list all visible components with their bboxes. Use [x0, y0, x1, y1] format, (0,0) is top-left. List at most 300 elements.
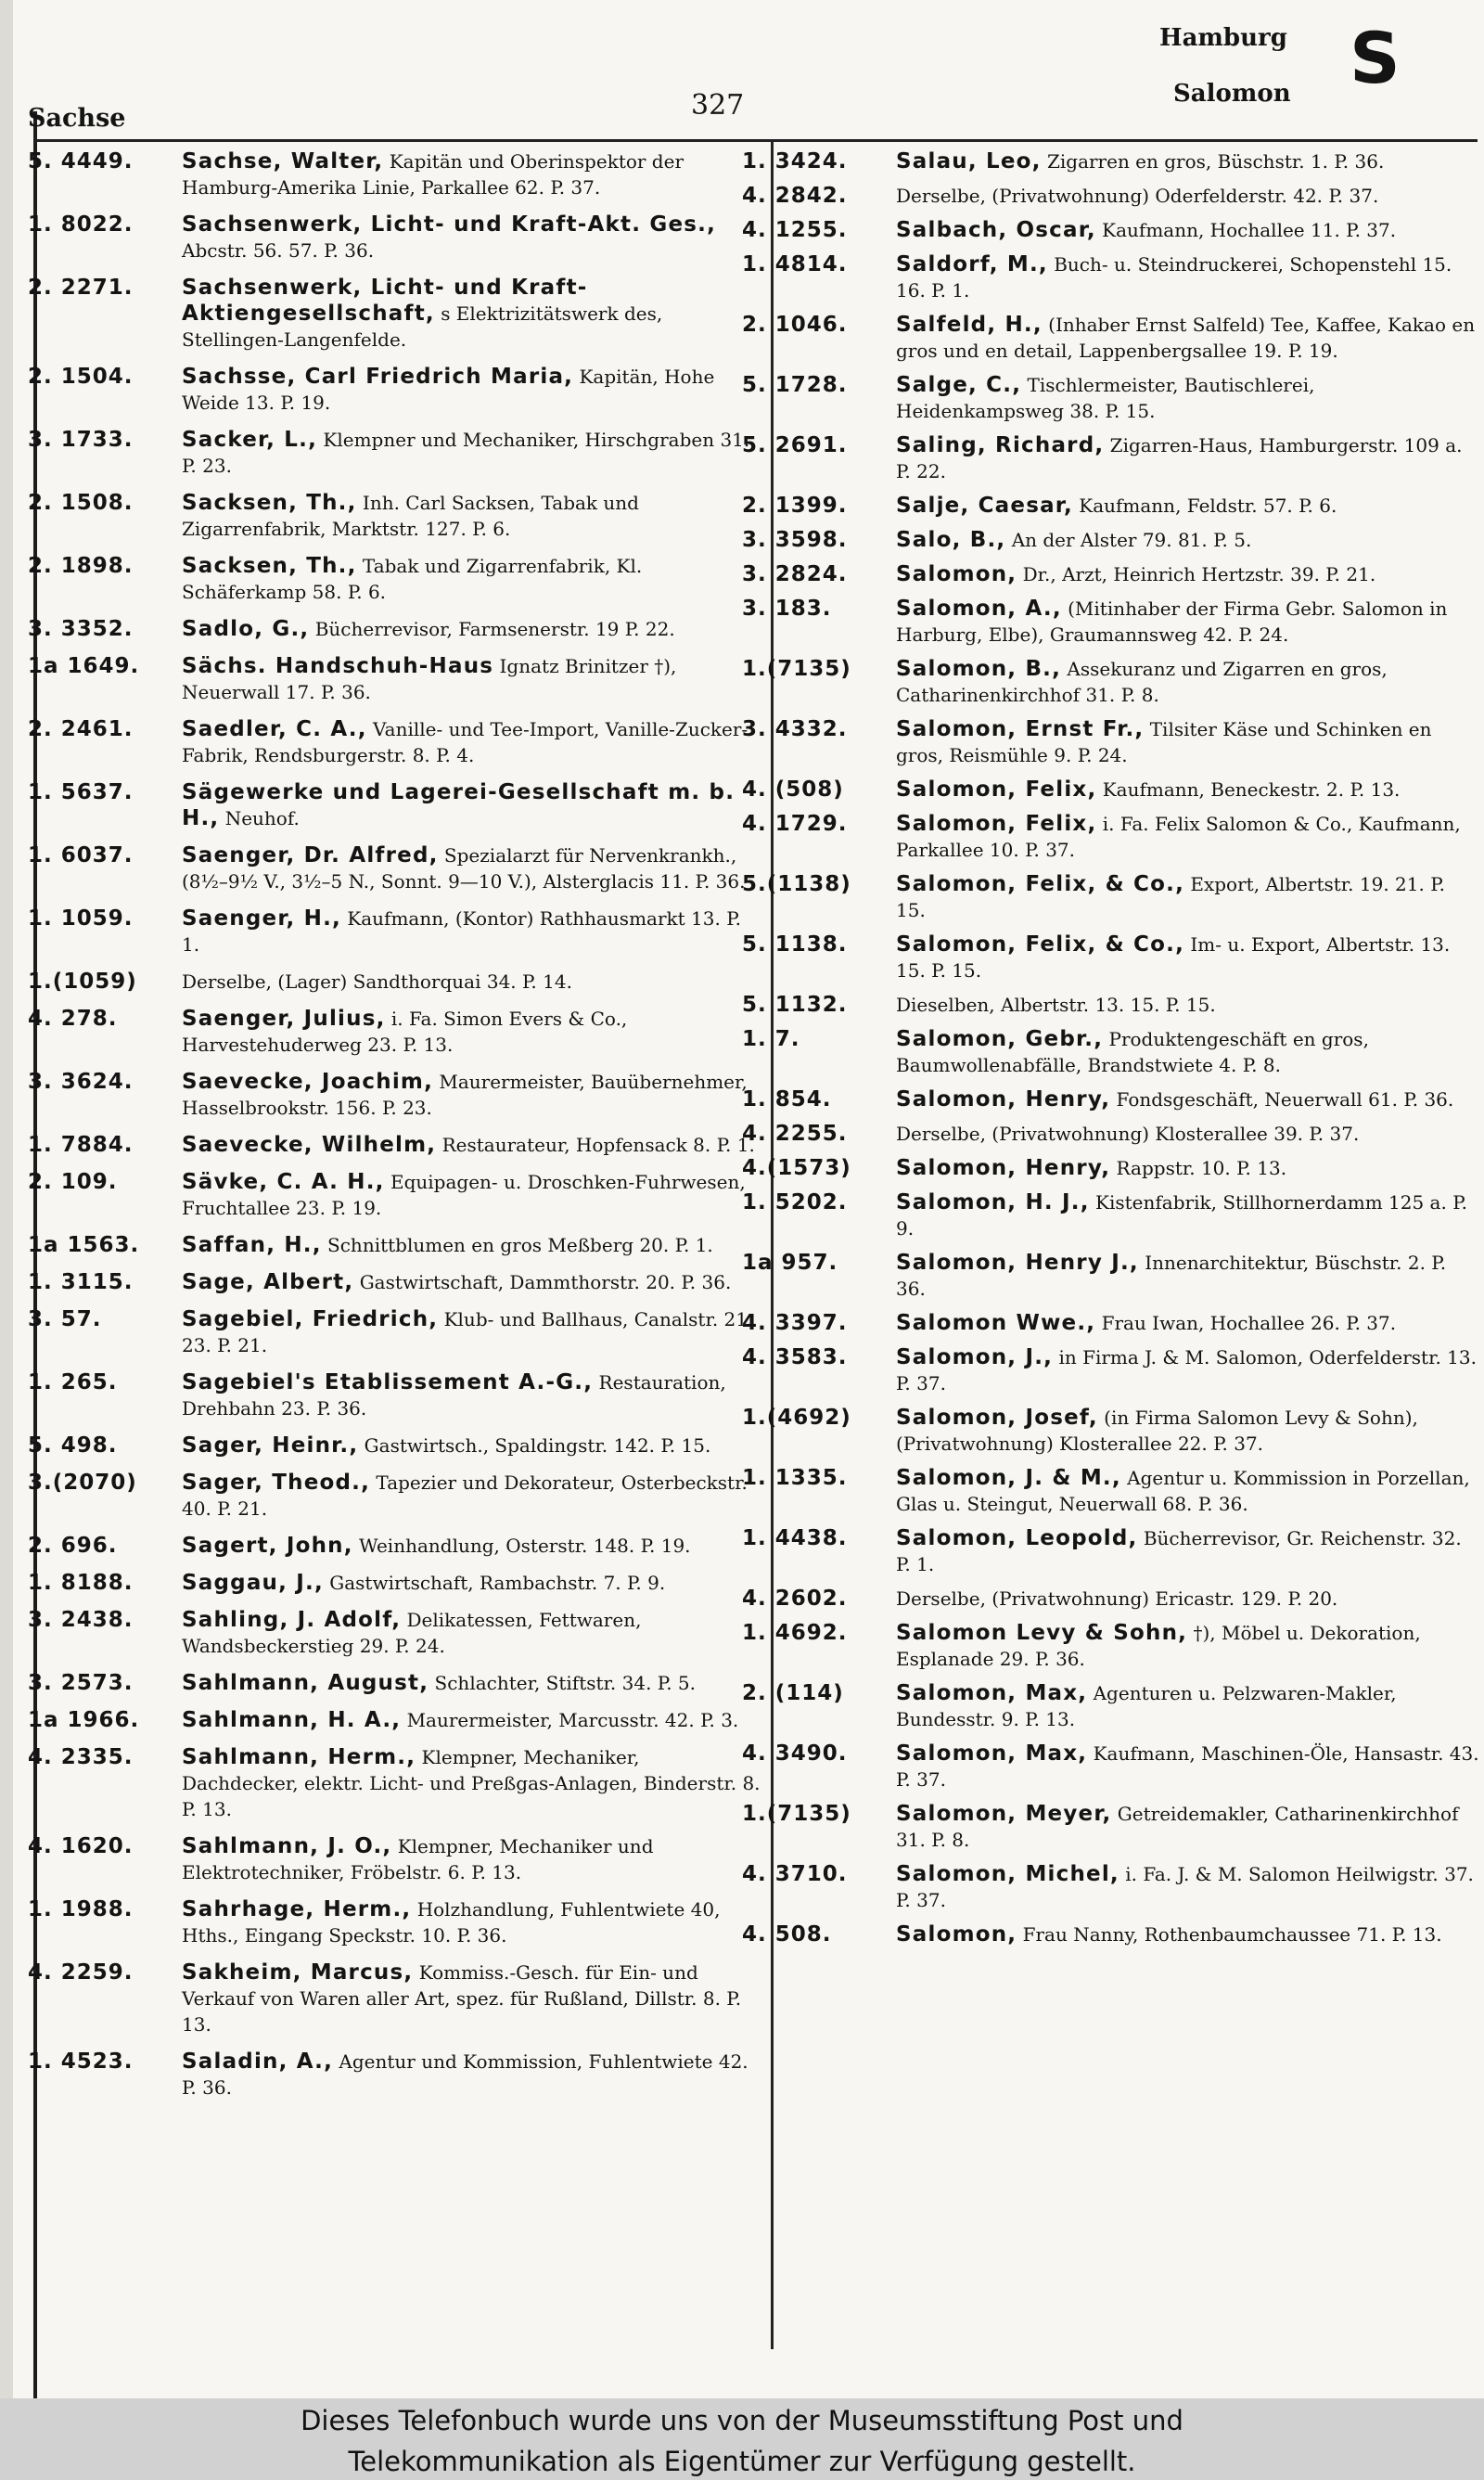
subscriber-name: Sahrhage, Herm.,: [182, 1897, 412, 1921]
subscriber-name: Sagebiel's Etablissement A.-G.,: [182, 1370, 594, 1394]
subscriber-details: Zigarren en gros, Büschstr. 1. P. 36.: [1046, 150, 1385, 173]
directory-entry: [742, 1250, 1479, 1302]
directory-entry: [28, 553, 761, 605]
subscriber-details: Fondsgeschäft, Neuerwall 61. P. 36.: [1116, 1088, 1454, 1111]
directory-entry: [742, 1121, 1479, 1147]
directory-entry: [742, 596, 1479, 648]
directory-entry: [28, 1670, 761, 1696]
subscriber-name: Salomon, Leopold,: [896, 1526, 1138, 1550]
directory-entry: [742, 871, 1479, 923]
directory-entry: [28, 653, 761, 705]
subscriber-name: Saladin, A.,: [182, 2050, 334, 2074]
entry-body: [896, 932, 1479, 983]
entry-body: [182, 1744, 761, 1822]
entry-body: [896, 527, 1479, 553]
phone-number: 1. 1335.: [742, 1466, 848, 1490]
directory-entry: [742, 1026, 1479, 1078]
directory-entry: [28, 1306, 761, 1358]
subscriber-details: Maurermeister, Marcusstr. 42. P. 3.: [406, 1709, 739, 1731]
subscriber-name: Salje, Caesar,: [896, 494, 1073, 518]
subscriber-name: Sakheim, Marcus,: [182, 1960, 414, 1985]
subscriber-name: Salomon, Meyer,: [896, 1802, 1112, 1826]
subscriber-details: Derselbe, (Lager) Sandthorquai 34. P. 14.: [182, 970, 572, 993]
phone-number: 4. 2842.: [742, 184, 848, 208]
directory-entry: [28, 1570, 761, 1596]
subscriber-details: Tischlermeister, Bautischlerei, Heidenkampsweg 38. P. 15.: [896, 374, 1315, 422]
subscriber-name: Salomon, Josef,: [896, 1406, 1098, 1430]
directory-entry: [742, 992, 1479, 1018]
subscriber-details: Restaurateur, Hopfensack 8. P. 1.: [441, 1134, 755, 1156]
entry-body: [896, 1680, 1479, 1732]
phone-number: 1. 4438.: [742, 1526, 848, 1550]
phone-number: 4. 2602.: [742, 1587, 848, 1611]
subscriber-name: Salomon, H. J.,: [896, 1190, 1090, 1214]
subscriber-details: Kaufmann, (Kontor) Rathhausmarkt 13. P. 1.: [182, 907, 741, 956]
phone-number: 2. 696.: [28, 1534, 118, 1558]
subscriber-name: Salomon,: [896, 562, 1017, 586]
directory-entry: [28, 906, 761, 957]
subscriber-details: Im- u. Export, Albertstr. 13. 15. P. 15.: [896, 933, 1451, 982]
directory-entry: [28, 364, 761, 416]
subscriber-name: Salomon Levy & Sohn,: [896, 1621, 1188, 1645]
entry-body: [182, 1896, 761, 1948]
phone-number: 1. 3424.: [742, 149, 848, 173]
subscriber-name: Sachse, Walter,: [182, 149, 384, 173]
subscriber-name: Salomon, Max,: [896, 1681, 1088, 1705]
subscriber-name: Sahlmann, J. O.,: [182, 1834, 392, 1858]
subscriber-details: Klub- und Ballhaus, Canalstr. 21. 23. P. 21.: [182, 1308, 754, 1356]
subscriber-name: Salomon, J. & M.,: [896, 1466, 1121, 1490]
entry-body: [182, 1833, 761, 1885]
subscriber-name: Sager, Heinr.,: [182, 1433, 359, 1458]
directory-entry: [742, 527, 1479, 553]
entry-body: [182, 1607, 761, 1659]
phone-number: 4. 3583.: [742, 1345, 848, 1369]
footer-line-1: Dieses Telefonbuch wurde uns von der Museumsstiftung Post und: [301, 2405, 1183, 2436]
subscriber-name: Salomon, A.,: [896, 597, 1062, 621]
directory-entry: [28, 1896, 761, 1948]
subscriber-details: Getreidemakler, Catharinenkirchhof 31. P. 8.: [896, 1803, 1459, 1851]
subscriber-details: Klempner, Mechaniker, Dachdecker, elektr. Licht- und Preßgas-Anlagen, Binderstr. 8. P. 13.: [182, 1746, 761, 1820]
header-right-keyword: Salomon: [1173, 80, 1291, 108]
subscriber-details: Spezialarzt für Nervenkrankh., (8½–9½ V., 3½–5 N., Sonnt. 9—10 V.), Alsterglacis 11. P. 36.: [182, 844, 746, 893]
phone-number: 2. 1399.: [742, 494, 848, 518]
phone-number: 1. 1059.: [28, 906, 134, 931]
directory-entry: [742, 251, 1479, 303]
subscriber-details: Tabak und Zigarrenfabrik, Kl. Schäferkamp 58. P. 6.: [182, 555, 643, 603]
subscriber-details: Derselbe, (Privatwohnung) Oderfelderstr. 42. P. 37.: [896, 185, 1379, 207]
phone-number: 1a 1966.: [28, 1708, 140, 1732]
phone-number: 2. 109.: [28, 1170, 118, 1194]
entry-body: [896, 1525, 1479, 1577]
subscriber-details: Schnittblumen en gros Meßberg 20. P. 1.: [327, 1234, 713, 1256]
phone-number: 1. 8188.: [28, 1571, 134, 1595]
phone-number: 1. 7.: [742, 1027, 800, 1051]
entry-body: [896, 1086, 1479, 1112]
subscriber-details: Abcstr. 56. 57. P. 36.: [182, 239, 375, 262]
subscriber-details: Agenturen u. Pelzwaren-Makler, Bundesstr. 9. P. 13.: [896, 1682, 1397, 1730]
subscriber-details: Buch- u. Steindruckerei, Schopenstehl 15. 16. P. 1.: [896, 253, 1452, 302]
page-binding: [0, 0, 13, 2398]
subscriber-name: Salomon, Max,: [896, 1741, 1088, 1766]
entry-body: [182, 1707, 761, 1733]
subscriber-details: Bücherrevisor, Gr. Reichenstr. 32. P. 1.: [896, 1527, 1462, 1575]
phone-number: 5. 1728.: [742, 373, 848, 397]
directory-entry: [742, 1801, 1479, 1853]
subscriber-details: Delikatessen, Fettwaren, Wandsbeckerstieg 29. P. 24.: [182, 1609, 642, 1657]
entry-body: [896, 432, 1479, 484]
subscriber-details: Dr., Arzt, Heinrich Hertzstr. 39. P. 21.: [1022, 563, 1376, 585]
subscriber-details: Assekuranz und Zigarren en gros, Catharinenkirchhof 31. P. 8.: [896, 658, 1388, 706]
subscriber-name: Saffan, H.,: [182, 1233, 322, 1257]
entry-body: [182, 616, 761, 642]
header-city: Hamburg: [1159, 24, 1287, 52]
entry-body: [182, 653, 761, 705]
directory-entry: [28, 490, 761, 542]
directory-entry: [28, 716, 761, 768]
phone-number: 1. 5202.: [742, 1190, 848, 1214]
subscriber-details: Inh. Carl Sacksen, Tabak und Zigarrenfabrik, Marktstr. 127. P. 6.: [182, 492, 639, 540]
directory-entry: [28, 1132, 761, 1158]
entry-body: [182, 553, 761, 605]
subscriber-details: Innenarchitektur, Büschstr. 2. P. 36.: [896, 1252, 1447, 1300]
phone-number: 4. 278.: [28, 1007, 118, 1031]
entry-body: [182, 275, 761, 353]
directory-entry: [28, 969, 761, 995]
subscriber-name: Sadlo, G.,: [182, 617, 310, 641]
entry-body: [182, 1132, 761, 1158]
subscriber-name: Salomon, Henry J.,: [896, 1251, 1139, 1275]
entry-body: [896, 716, 1479, 768]
subscriber-details: i. Fa. J. & M. Salomon Heilwigstr. 37. P. 37.: [896, 1863, 1474, 1911]
directory-entry: [28, 1006, 761, 1058]
subscriber-name: Sahlmann, August,: [182, 1671, 429, 1695]
phone-number: 3. 3598.: [742, 528, 848, 552]
directory-entry: [742, 1155, 1479, 1181]
subscriber-details: Kapitän und Oberinspektor der Hamburg-Amerika Linie, Parkallee 62. P. 37.: [182, 150, 684, 199]
subscriber-name: Salomon Wwe.,: [896, 1311, 1096, 1335]
phone-number: 1. 4523.: [28, 2050, 134, 2074]
entry-body: [896, 372, 1479, 424]
subscriber-name: Sägewerke und Lagerei-Gesellschaft m. b. H.,: [182, 780, 736, 830]
phone-number: 3. 57.: [28, 1307, 102, 1331]
subscriber-details: Equipagen- u. Droschken-Fuhrwesen, Fruchtallee 23. P. 19.: [182, 1171, 746, 1219]
phone-number: 5.(1138): [742, 872, 851, 896]
directory-entry: [742, 932, 1479, 983]
subscriber-name: Salomon,: [896, 1922, 1017, 1947]
subscriber-details: Schlachter, Stiftstr. 34. P. 5.: [434, 1672, 696, 1694]
subscriber-details: Derselbe, (Privatwohnung) Klosterallee 39. P. 37.: [896, 1123, 1360, 1145]
phone-number: 4. 1620.: [28, 1834, 134, 1858]
directory-entry: [742, 183, 1479, 209]
subscriber-name: Salbach, Oscar,: [896, 218, 1096, 242]
footer-notice: [0, 2398, 1484, 2480]
subscriber-details: Agentur u. Kommission in Porzellan, Glas u. Steingut, Neuerwall 68. P. 36.: [896, 1467, 1470, 1515]
subscriber-details: Neuhof.: [224, 807, 300, 829]
phone-number: 3. 3352.: [28, 617, 134, 641]
directory-entry: [742, 1344, 1479, 1396]
phone-number: 5. 2691.: [742, 433, 848, 457]
entry-body: [896, 561, 1479, 587]
subscriber-name: Salge, C.,: [896, 373, 1022, 397]
directory-entry: [28, 2049, 761, 2101]
subscriber-details: (Inhaber Ernst Salfeld) Tee, Kaffee, Kakao en gros und en detail, Lappenbergsallee 19. P. 19.: [896, 314, 1476, 362]
phone-number: 1.(7135): [742, 1802, 851, 1826]
subscriber-name: Saedler, C. A.,: [182, 717, 367, 741]
entry-body: [182, 2049, 761, 2101]
subscriber-details: Kistenfabrik, Stillhornerdamm 125 a. P. 9.: [896, 1191, 1467, 1240]
subscriber-name: Saling, Richard,: [896, 433, 1105, 457]
phone-number: 2. 1504.: [28, 365, 134, 389]
right-column: [742, 148, 1479, 1956]
subscriber-details: Maurermeister, Bauübernehmer, Hasselbrookstr. 156. P. 23.: [182, 1071, 748, 1119]
subscriber-details: (Mitinhaber der Firma Gebr. Salomon in Harburg, Elbe), Graumannsweg 42. P. 24.: [896, 598, 1448, 646]
entry-body: [182, 1369, 761, 1421]
directory-entry: [28, 212, 761, 263]
directory-entry: [28, 779, 761, 831]
phone-number: 1. 854.: [742, 1087, 832, 1112]
entry-body: [182, 427, 761, 479]
entry-body: [896, 1310, 1479, 1336]
directory-entry: [28, 1069, 761, 1121]
entry-body: [182, 1169, 761, 1221]
subscriber-details: Rappstr. 10. P. 13.: [1116, 1157, 1287, 1179]
subscriber-name: Sahlmann, H. A.,: [182, 1708, 402, 1732]
subscriber-name: Saenger, H.,: [182, 906, 341, 931]
subscriber-name: Sächs. Handschuh-Haus: [182, 654, 494, 678]
entry-body: [896, 183, 1479, 209]
subscriber-name: Salomon, Felix, & Co.,: [896, 932, 1185, 957]
directory-entry: [742, 811, 1479, 863]
directory-entry: [742, 432, 1479, 484]
subscriber-details: †), Möbel u. Dekoration, Esplanade 29. P. 36.: [896, 1622, 1421, 1670]
phone-number: 1. 4814.: [742, 252, 848, 276]
directory-entry: [742, 1620, 1479, 1672]
subscriber-name: Sahling, J. Adolf,: [182, 1608, 402, 1632]
phone-number: 2. 2461.: [28, 717, 134, 741]
directory-entry: [742, 656, 1479, 708]
entry-body: [896, 1465, 1479, 1517]
phone-number: 1. 1988.: [28, 1897, 134, 1921]
subscriber-name: Salomon, Gebr.,: [896, 1027, 1104, 1051]
entry-body: [896, 1155, 1479, 1181]
subscriber-name: Salomon, Felix,: [896, 812, 1097, 836]
subscriber-name: Salomon, Henry,: [896, 1087, 1111, 1112]
subscriber-details: An der Alster 79. 81. P. 5.: [1011, 529, 1252, 551]
phone-number: 1. 3115.: [28, 1270, 134, 1294]
entry-body: [896, 1861, 1479, 1913]
subscriber-name: Sachsenwerk, Licht- und Kraft-Akt. Ges.,: [182, 212, 717, 237]
subscriber-details: Frau Iwan, Hochallee 26. P. 37.: [1101, 1312, 1397, 1334]
directory-entry: [742, 1921, 1479, 1947]
phone-number: 1.(7135): [742, 657, 851, 681]
subscriber-name: Salo, B.,: [896, 528, 1006, 552]
subscriber-name: Salomon, J.,: [896, 1345, 1054, 1369]
entry-body: [182, 779, 761, 831]
phone-number: 3. 183.: [742, 597, 832, 621]
entry-body: [896, 251, 1479, 303]
subscriber-details: Kommiss.-Gesch. für Ein- und Verkauf von Waren aller Art, spez. für Rußland, Dillstr. 8. P. 13.: [182, 1961, 742, 2036]
directory-entry: [742, 561, 1479, 587]
page-number: 327: [691, 89, 745, 122]
entry-body: [182, 1533, 761, 1559]
subscriber-details: Ignatz Brinitzer †), Neuerwall 17. P. 36.: [182, 655, 677, 703]
phone-number: 5. 1132.: [742, 993, 848, 1017]
directory-entry: [28, 275, 761, 353]
phone-number: 4. 3397.: [742, 1311, 848, 1335]
subscriber-name: Saevecke, Joachim,: [182, 1070, 434, 1094]
phone-number: 1. 265.: [28, 1370, 118, 1394]
subscriber-details: Restauration, Drehbahn 23. P. 36.: [182, 1371, 726, 1420]
phone-number: 4. 3490.: [742, 1741, 848, 1766]
entry-body: [896, 871, 1479, 923]
entry-body: [896, 1741, 1479, 1793]
phone-number: 3. 4332.: [742, 717, 848, 741]
phone-number: 1. 4692.: [742, 1621, 848, 1645]
directory-entry: [28, 1533, 761, 1559]
entry-body: [182, 1069, 761, 1121]
phone-number: 1a 1649.: [28, 654, 140, 678]
subscriber-details: Kapitän, Hohe Weide 13. P. 19.: [182, 366, 715, 414]
subscriber-details: Agentur und Kommission, Fuhlentwiete 42. P. 36.: [182, 2050, 748, 2099]
entry-body: [896, 1026, 1479, 1078]
directory-entry: [28, 1744, 761, 1822]
subscriber-details: i. Fa. Felix Salomon & Co., Kaufmann, Parkallee 10. P. 37.: [896, 813, 1461, 861]
phone-number: 1a 1563.: [28, 1233, 140, 1257]
entry-body: [896, 811, 1479, 863]
directory-entry: [28, 1169, 761, 1221]
phone-number: 4. 1729.: [742, 812, 848, 836]
phone-number: 3.(2070): [28, 1471, 137, 1495]
directory-entry: [28, 148, 761, 200]
phone-number: 1.(4692): [742, 1406, 851, 1430]
phone-number: 1. 8022.: [28, 212, 134, 237]
entry-body: [896, 1121, 1479, 1147]
subscriber-name: Sager, Theod.,: [182, 1471, 371, 1495]
phone-number: 2. 2271.: [28, 276, 134, 300]
phone-number: 2. (114): [742, 1681, 844, 1705]
entry-body: [182, 716, 761, 768]
subscriber-details: Weinhandlung, Osterstr. 148. P. 19.: [359, 1535, 691, 1557]
entry-body: [182, 1232, 761, 1258]
phone-number: 3. 3624.: [28, 1070, 134, 1094]
entry-body: [896, 1921, 1479, 1947]
entry-body: [182, 1960, 761, 2037]
entry-body: [896, 992, 1479, 1018]
subscriber-details: Gastwirtsch., Spaldingstr. 142. P. 15.: [364, 1434, 711, 1457]
directory-entry: [742, 716, 1479, 768]
entry-body: [896, 217, 1479, 243]
entry-body: [182, 1570, 761, 1596]
phone-number: 5. 1138.: [742, 932, 848, 957]
phone-number: 4. 1255.: [742, 218, 848, 242]
phone-number: 4.(1573): [742, 1156, 851, 1180]
directory-entry: [742, 1525, 1479, 1577]
phone-number: 4. 3710.: [742, 1862, 848, 1886]
subscriber-name: Salomon, Henry,: [896, 1156, 1111, 1180]
subscriber-name: Saevecke, Wilhelm,: [182, 1133, 437, 1157]
entry-body: [182, 842, 761, 894]
phone-number: 2. 1508.: [28, 491, 134, 515]
entry-body: [182, 148, 761, 200]
directory-entry: [742, 148, 1479, 174]
directory-entry: [742, 493, 1479, 519]
subscriber-name: Sachsenwerk, Licht- und Kraft-Aktiengesellschaft,: [182, 276, 588, 326]
subscriber-details: Gastwirtschaft, Rambachstr. 7. P. 9.: [329, 1572, 666, 1594]
directory-entry: [742, 372, 1479, 424]
directory-entry: [28, 427, 761, 479]
subscriber-details: i. Fa. Simon Evers & Co., Harvestehuderweg 23. P. 13.: [182, 1008, 628, 1056]
subscriber-details: Klempner und Mechaniker, Hirschgraben 31. P. 23.: [182, 429, 750, 477]
subscriber-details: Frau Nanny, Rothenbaumchaussee 71. P. 13.: [1022, 1923, 1442, 1946]
entry-body: [896, 312, 1479, 364]
subscriber-name: Salomon, Ernst Fr.,: [896, 717, 1145, 741]
phone-number: 2. 1046.: [742, 313, 848, 337]
entry-body: [182, 212, 761, 263]
directory-entry: [742, 1189, 1479, 1241]
subscriber-name: Sahlmann, Herm.,: [182, 1745, 416, 1769]
directory-entry: [742, 1680, 1479, 1732]
entry-body: [896, 596, 1479, 648]
directory-entry: [742, 1741, 1479, 1793]
entry-body: [182, 364, 761, 416]
subscriber-details: Kaufmann, Maschinen-Öle, Hansastr. 43. P. 37.: [896, 1742, 1479, 1791]
entry-body: [182, 969, 761, 995]
phone-number: 3. 2824.: [742, 562, 848, 586]
phone-number: 4. 508.: [742, 1922, 832, 1947]
directory-entry: [742, 1405, 1479, 1457]
subscriber-name: Saenger, Dr. Alfred,: [182, 843, 439, 867]
subscriber-name: Salomon, Felix,: [896, 777, 1097, 802]
directory-entry: [742, 1465, 1479, 1517]
subscriber-name: Salfeld, H.,: [896, 313, 1043, 337]
directory-entry: [28, 842, 761, 894]
phone-number: 1a 957.: [742, 1251, 838, 1275]
directory-entry: [742, 777, 1479, 803]
subscriber-details: s Elektrizitätswerk des, Stellingen-Langenfelde.: [182, 302, 663, 351]
subscriber-name: Sagebiel, Friedrich,: [182, 1307, 439, 1331]
directory-entry: [28, 1707, 761, 1733]
directory-entry: [28, 1833, 761, 1885]
subscriber-name: Salomon, Felix, & Co.,: [896, 872, 1185, 896]
directory-entry: [28, 1269, 761, 1295]
phone-number: 2. 1898.: [28, 554, 134, 578]
entry-body: [182, 1006, 761, 1058]
entry-body: [896, 148, 1479, 174]
subscriber-details: Tapezier und Dekorateur, Osterbeckstr. 40. P. 21.: [182, 1471, 748, 1520]
subscriber-name: Sacksen, Th.,: [182, 491, 357, 515]
entry-body: [182, 490, 761, 542]
directory-entry: [28, 1607, 761, 1659]
subscriber-details: Tilsiter Käse und Schinken en gros, Reismühle 9. P. 24.: [896, 718, 1432, 766]
subscriber-details: Kaufmann, Beneckestr. 2. P. 13.: [1102, 778, 1401, 801]
entry-body: [896, 777, 1479, 803]
section-letter: S: [1350, 17, 1401, 99]
subscriber-name: Sachsse, Carl Friedrich Maria,: [182, 365, 574, 389]
entry-body: [896, 1801, 1479, 1853]
subscriber-name: Salau, Leo,: [896, 149, 1042, 173]
directory-entry: [28, 1960, 761, 2037]
entry-body: [182, 1670, 761, 1696]
subscriber-details: Zigarren-Haus, Hamburgerstr. 109 a. P. 22.: [896, 434, 1463, 482]
phone-number: 1. 5637.: [28, 780, 134, 804]
entry-body: [182, 1433, 761, 1458]
subscriber-name: Sacksen, Th.,: [182, 554, 357, 578]
header-rule: [35, 139, 1478, 142]
directory-entry: [742, 1086, 1479, 1112]
subscriber-details: Kaufmann, Hochallee 11. P. 37.: [1102, 219, 1397, 241]
entry-body: [896, 1189, 1479, 1241]
